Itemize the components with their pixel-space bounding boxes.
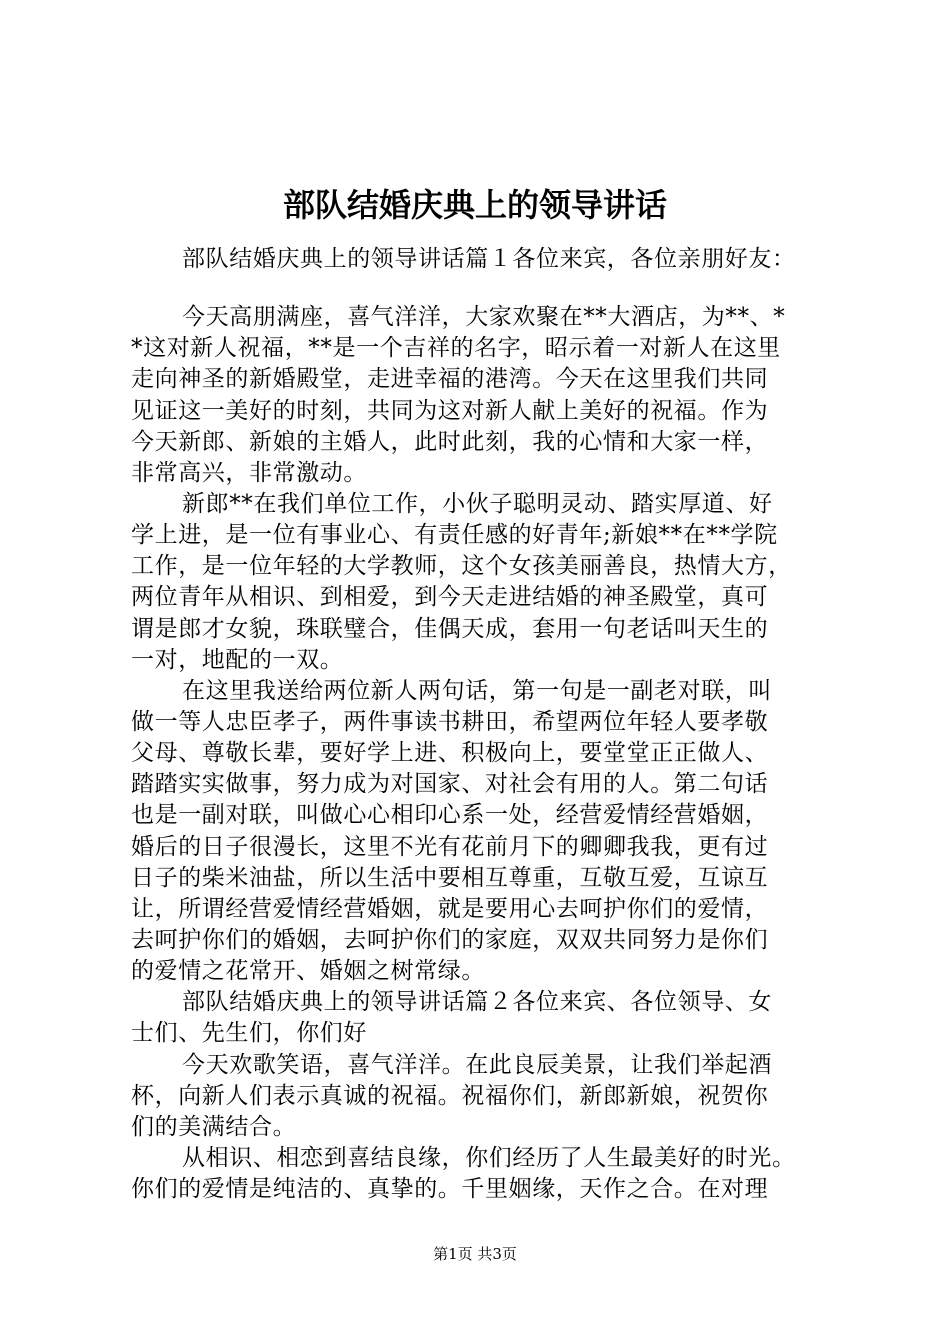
body-text-line: 工作，是一位年轻的大学教师，这个女孩美丽善良，热情大方， [131,553,792,579]
body-text-line: 们的美满结合。 [131,1114,297,1140]
body-text-line: *这对新人祝福，**是一个吉祥的名字，昭示着一对新人在这里 [131,335,781,361]
body-text-line: 踏踏实实做事，努力成为对国家、对社会有用的人。第二句话 [131,771,769,797]
body-text-line: 今天高朋满座，喜气洋洋，大家欢聚在**大酒店，为**、* [182,304,786,330]
body-text-line: 杯，向新人们表示真诚的祝福。祝福你们，新郎新娘，祝贺你 [131,1083,769,1109]
body-text-line: 做一等人忠臣孝子，两件事读书耕田，希望两位年轻人要孝敬 [131,709,769,735]
body-text-line: 日子的柴米油盐，所以生活中要相互尊重，互敬互爱，互谅互 [131,865,769,891]
body-text-line: 今天新郎、新娘的主婚人，此时此刻，我的心情和大家一样， [131,429,769,455]
body-text-line: 非常高兴，非常激动。 [131,460,367,486]
body-text-line: 父母、尊敬长辈，要好学上进、积极向上，要堂堂正正做人、 [131,740,769,766]
document-title: 部队结婚庆典上的领导讲话 [282,186,667,224]
body-text-line: 部队结婚庆典上的领导讲话篇１各位来宾，各位亲朋好友： [182,246,796,272]
body-text-line: 学上进，是一位有事业心、有责任感的好青年;新娘**在**学院 [131,522,778,548]
body-text-line: 也是一副对联，叫做心心相印心系一处，经营爱情经营婚姻， [131,802,769,828]
body-text-line: 谓是郎才女貌，珠联璧合，佳偶天成，套用一句老话叫天生的 [131,616,769,642]
body-text-line: 一对，地配的一双。 [131,647,344,673]
body-text-line: 婚后的日子很漫长，这里不光有花前月下的卿卿我我，更有过 [131,834,769,860]
body-text-line: 新郎**在我们单位工作，小伙子聪明灵动、踏实厚道、好 [182,491,773,517]
body-text-line: 让，所谓经营爱情经营婚姻，就是要用心去呵护你们的爱情， [131,896,769,922]
body-text-line: 在这里我送给两位新人两句话，第一句是一副老对联，叫 [182,678,772,704]
page-footer: 第1页 共3页 [433,1245,517,1263]
body-text-line: 部队结婚庆典上的领导讲话篇２各位来宾、各位领导、女 [182,989,772,1015]
body-text-line: 你们的爱情是纯洁的、真挚的。千里姻缘，天作之合。在对理 [131,1176,769,1202]
body-text-line: 见证这一美好的时刻，共同为这对新人献上美好的祝福。作为 [131,398,769,424]
body-text-line: 士们、先生们，你们好 [131,1020,367,1046]
body-text-line: 今天欢歌笑语，喜气洋洋。在此良辰美景，让我们举起酒 [182,1052,772,1078]
body-text-line: 两位青年从相识、到相爱，到今天走进结婚的神圣殿堂，真可 [131,584,769,610]
body-text-line: 走向神圣的新婚殿堂，走进幸福的港湾。今天在这里我们共同 [131,366,769,392]
body-text-line: 的爱情之花常开、婚姻之树常绿。 [131,958,485,984]
body-text-line: 从相识、相恋到喜结良缘，你们经历了人生最美好的时光。 [182,1145,796,1171]
body-text-line: 去呵护你们的婚姻，去呵护你们的家庭，双双共同努力是你们 [131,927,769,953]
